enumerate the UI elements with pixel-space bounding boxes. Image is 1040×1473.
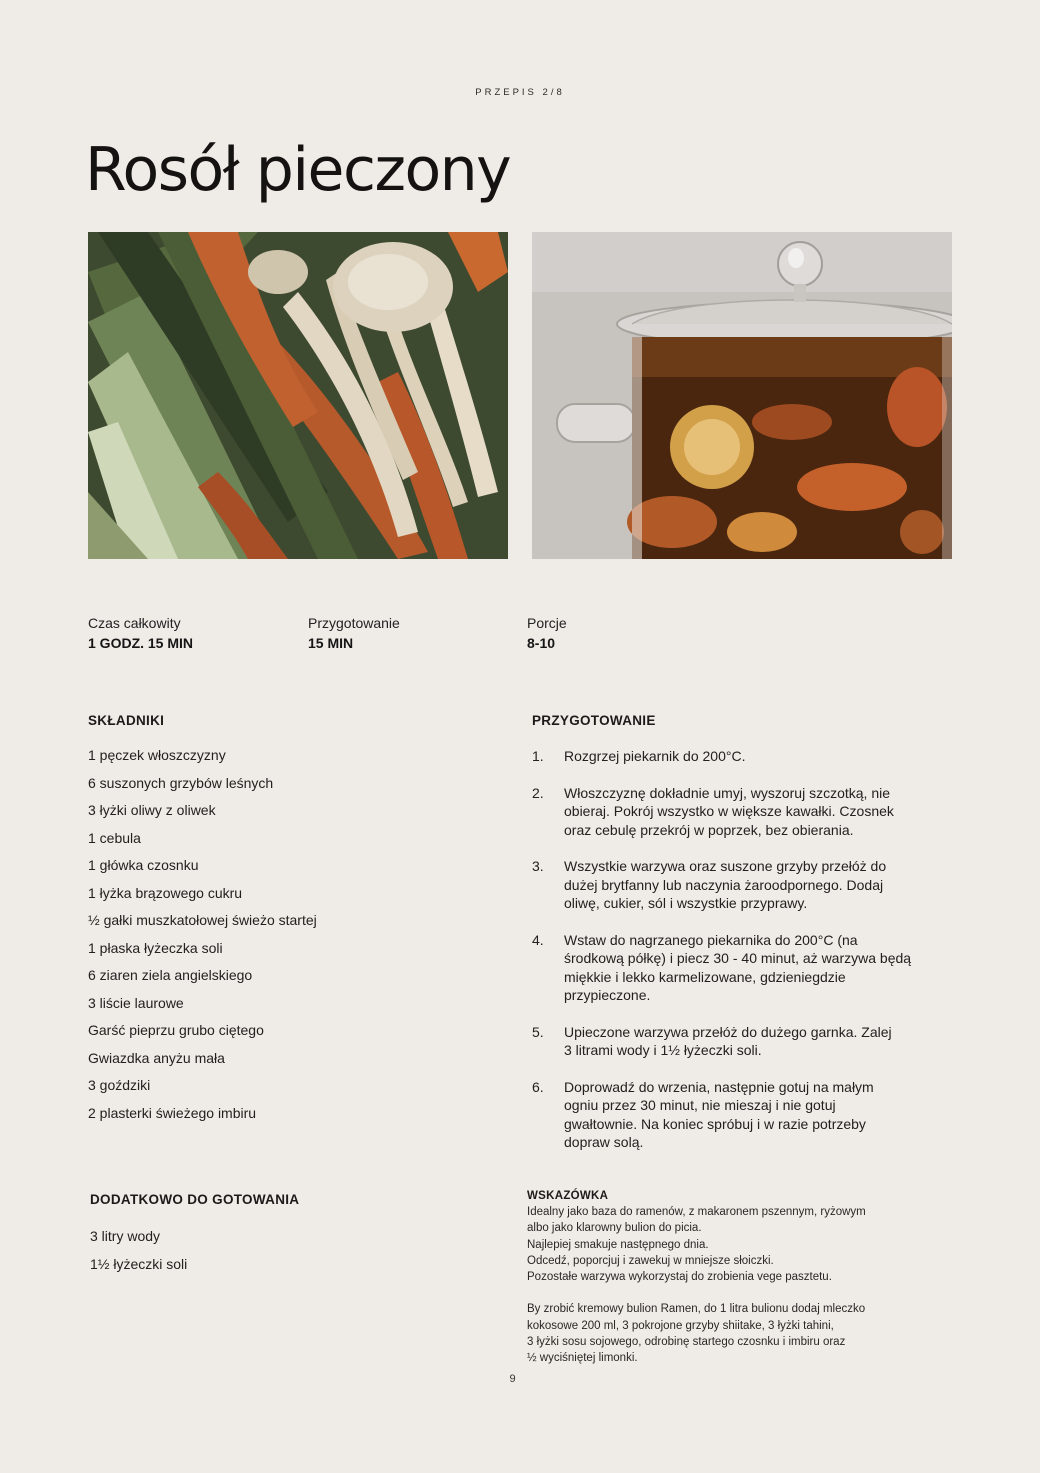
total-time [88,615,193,651]
page-title: Rosół pieczony [85,135,511,205]
prep-time [308,615,400,651]
vegetables-photo [88,232,508,559]
total-time-value: 1 GODZ. 15 MIN [88,635,194,651]
ingredient-item: 6 ziaren ziela angielskiego [88,967,253,983]
extra-item: 3 litry wody [90,1228,161,1244]
servings [527,615,567,651]
tip-line: kokosowe 200 ml, 3 pokrojone grzyby shiitake, 3 łyżki tahini, [527,1319,834,1332]
tip-line: Pozostałe warzywa wykorzystaj do zrobienia vege pasztetu. [527,1271,832,1284]
step-line: oraz cebulę przekrój w poprzek, bez obierania. [564,821,854,838]
ingredient-item: 1 cebula [88,829,141,846]
ingredient-item: Garść pieprzu grubo ciętego [88,1022,264,1038]
step-line: Włoszczyznę dokładnie umyj, wyszoruj szczotką, nie [564,784,891,801]
step-item [532,784,952,840]
step-number: 3. [532,858,544,874]
ingredient-item: 3 goździki [88,1077,151,1093]
tip-line: Odcedź, poporcjuj i zawekuj w mniejsze słoiczki. [527,1254,774,1267]
ingredient-item: Gwiazdka anyżu mała [88,1049,225,1066]
ingredient-item: 2 plasterki świeżego imbiru [88,1104,257,1121]
step-item [532,747,952,766]
step-line: ogniu przez 30 minut, nie mieszaj i nie gotuj [564,1097,836,1113]
ingredient-item: 3 łyżki oliwy z oliwek [88,802,216,818]
prep-time-value: 15 MIN [308,635,354,651]
step-line: Doprowadź do wrzenia, następnie gotuj na małym [564,1078,874,1095]
preparation-heading: PRZYGOTOWANIE [532,713,656,728]
step-line: dopraw solą. [564,1134,644,1150]
ingredient-item: 1 płaska łyżeczka soli [88,939,223,956]
servings-label: Porcje [527,615,567,631]
step-item [532,857,952,913]
ingredient-item: 1 pęczek włoszczyzny [88,747,226,763]
step-item [532,1078,952,1152]
page-number: 9 [509,1373,516,1385]
step-number: 2. [532,784,544,801]
tip-line: By zrobić kremowy bulion Ramen, do 1 litra bulionu dodaj mleczko [527,1303,866,1316]
extra-list [90,1223,187,1278]
tip-line: Idealny jako baza do ramenów, z makaronem pszennym, ryżowym [527,1206,866,1218]
ingredients-heading: SKŁADNIKI [88,713,165,728]
tip-line: albo jako klarowny bulion do picia. [527,1222,702,1235]
step-line: Wstaw do nagrzanego piekarnika do 200°C (na [564,931,858,948]
step-line: obieraj. Pokrój wszystko w większe kawałki. Czosnek [564,803,894,819]
step-line: gwałtownie. Na koniec spróbuj i w razie potrzeby [564,1115,866,1132]
prep-time-label: Przygotowanie [308,615,400,631]
step-number: 5. [532,1023,544,1040]
servings-value: 8-10 [527,635,556,651]
step-line: Rozgrzej piekarnik do 200°C. [564,748,746,764]
tip-line: 3 łyżki sosu sojowego, odrobinę startego czosnku i imbiru oraz [527,1336,846,1349]
ingredient-item: 3 liście laurowe [88,994,184,1011]
step-line: miękkie i lekko karmelizowane, gdzieniegdzie [564,968,846,985]
step-item [532,1023,952,1060]
step-line: przypieczone. [564,987,651,1003]
step-line: środkową półkę) i piecz 30 - 40 minut, aż warzywa będą [564,950,912,966]
ingredient-item: 6 suszonych grzybów leśnych [88,774,274,791]
step-number: 1. [532,748,544,764]
ingredient-item: 1 główka czosnku [88,857,199,873]
step-number: 6. [532,1078,544,1095]
tip-heading: WSKAZÓWKA [527,1190,609,1202]
step-line: Wszystkie warzywa oraz suszone grzyby przełóż do [564,858,887,874]
broth-pot-photo [532,232,952,559]
step-line: dużej brytfanny lub naczynia żaroodpornego. Dodaj [564,876,884,893]
preparation-steps [532,747,952,1152]
ingredient-item: ½ gałki muszkatołowej świeżo startej [88,912,317,928]
step-number: 4. [532,931,544,948]
tip-line: ½ wyciśniętej limonki. [527,1352,638,1365]
recipe-counter: PRZEPIS 2/8 [475,87,565,98]
ingredient-item: 1 łyżka brązowego cukru [88,884,243,901]
step-item [532,931,952,1005]
tip-line: Najlepiej smakuje następnego dnia. [527,1238,709,1251]
ingredients-list [88,742,317,1127]
step-line: Upieczone warzywa przełóż do dużego garnka. Zalej [564,1023,892,1040]
total-time-label: Czas całkowity [88,615,181,631]
extra-item: 1½ łyżeczki soli [90,1255,188,1272]
extra-heading: DODATKOWO DO GOTOWANIA [90,1192,300,1207]
step-line: oliwę, cukier, sól i wszystkie przyprawy. [564,895,808,911]
step-line: 3 litrami wody i 1½ łyżeczki soli. [564,1042,762,1058]
tip-box [527,1190,957,1367]
